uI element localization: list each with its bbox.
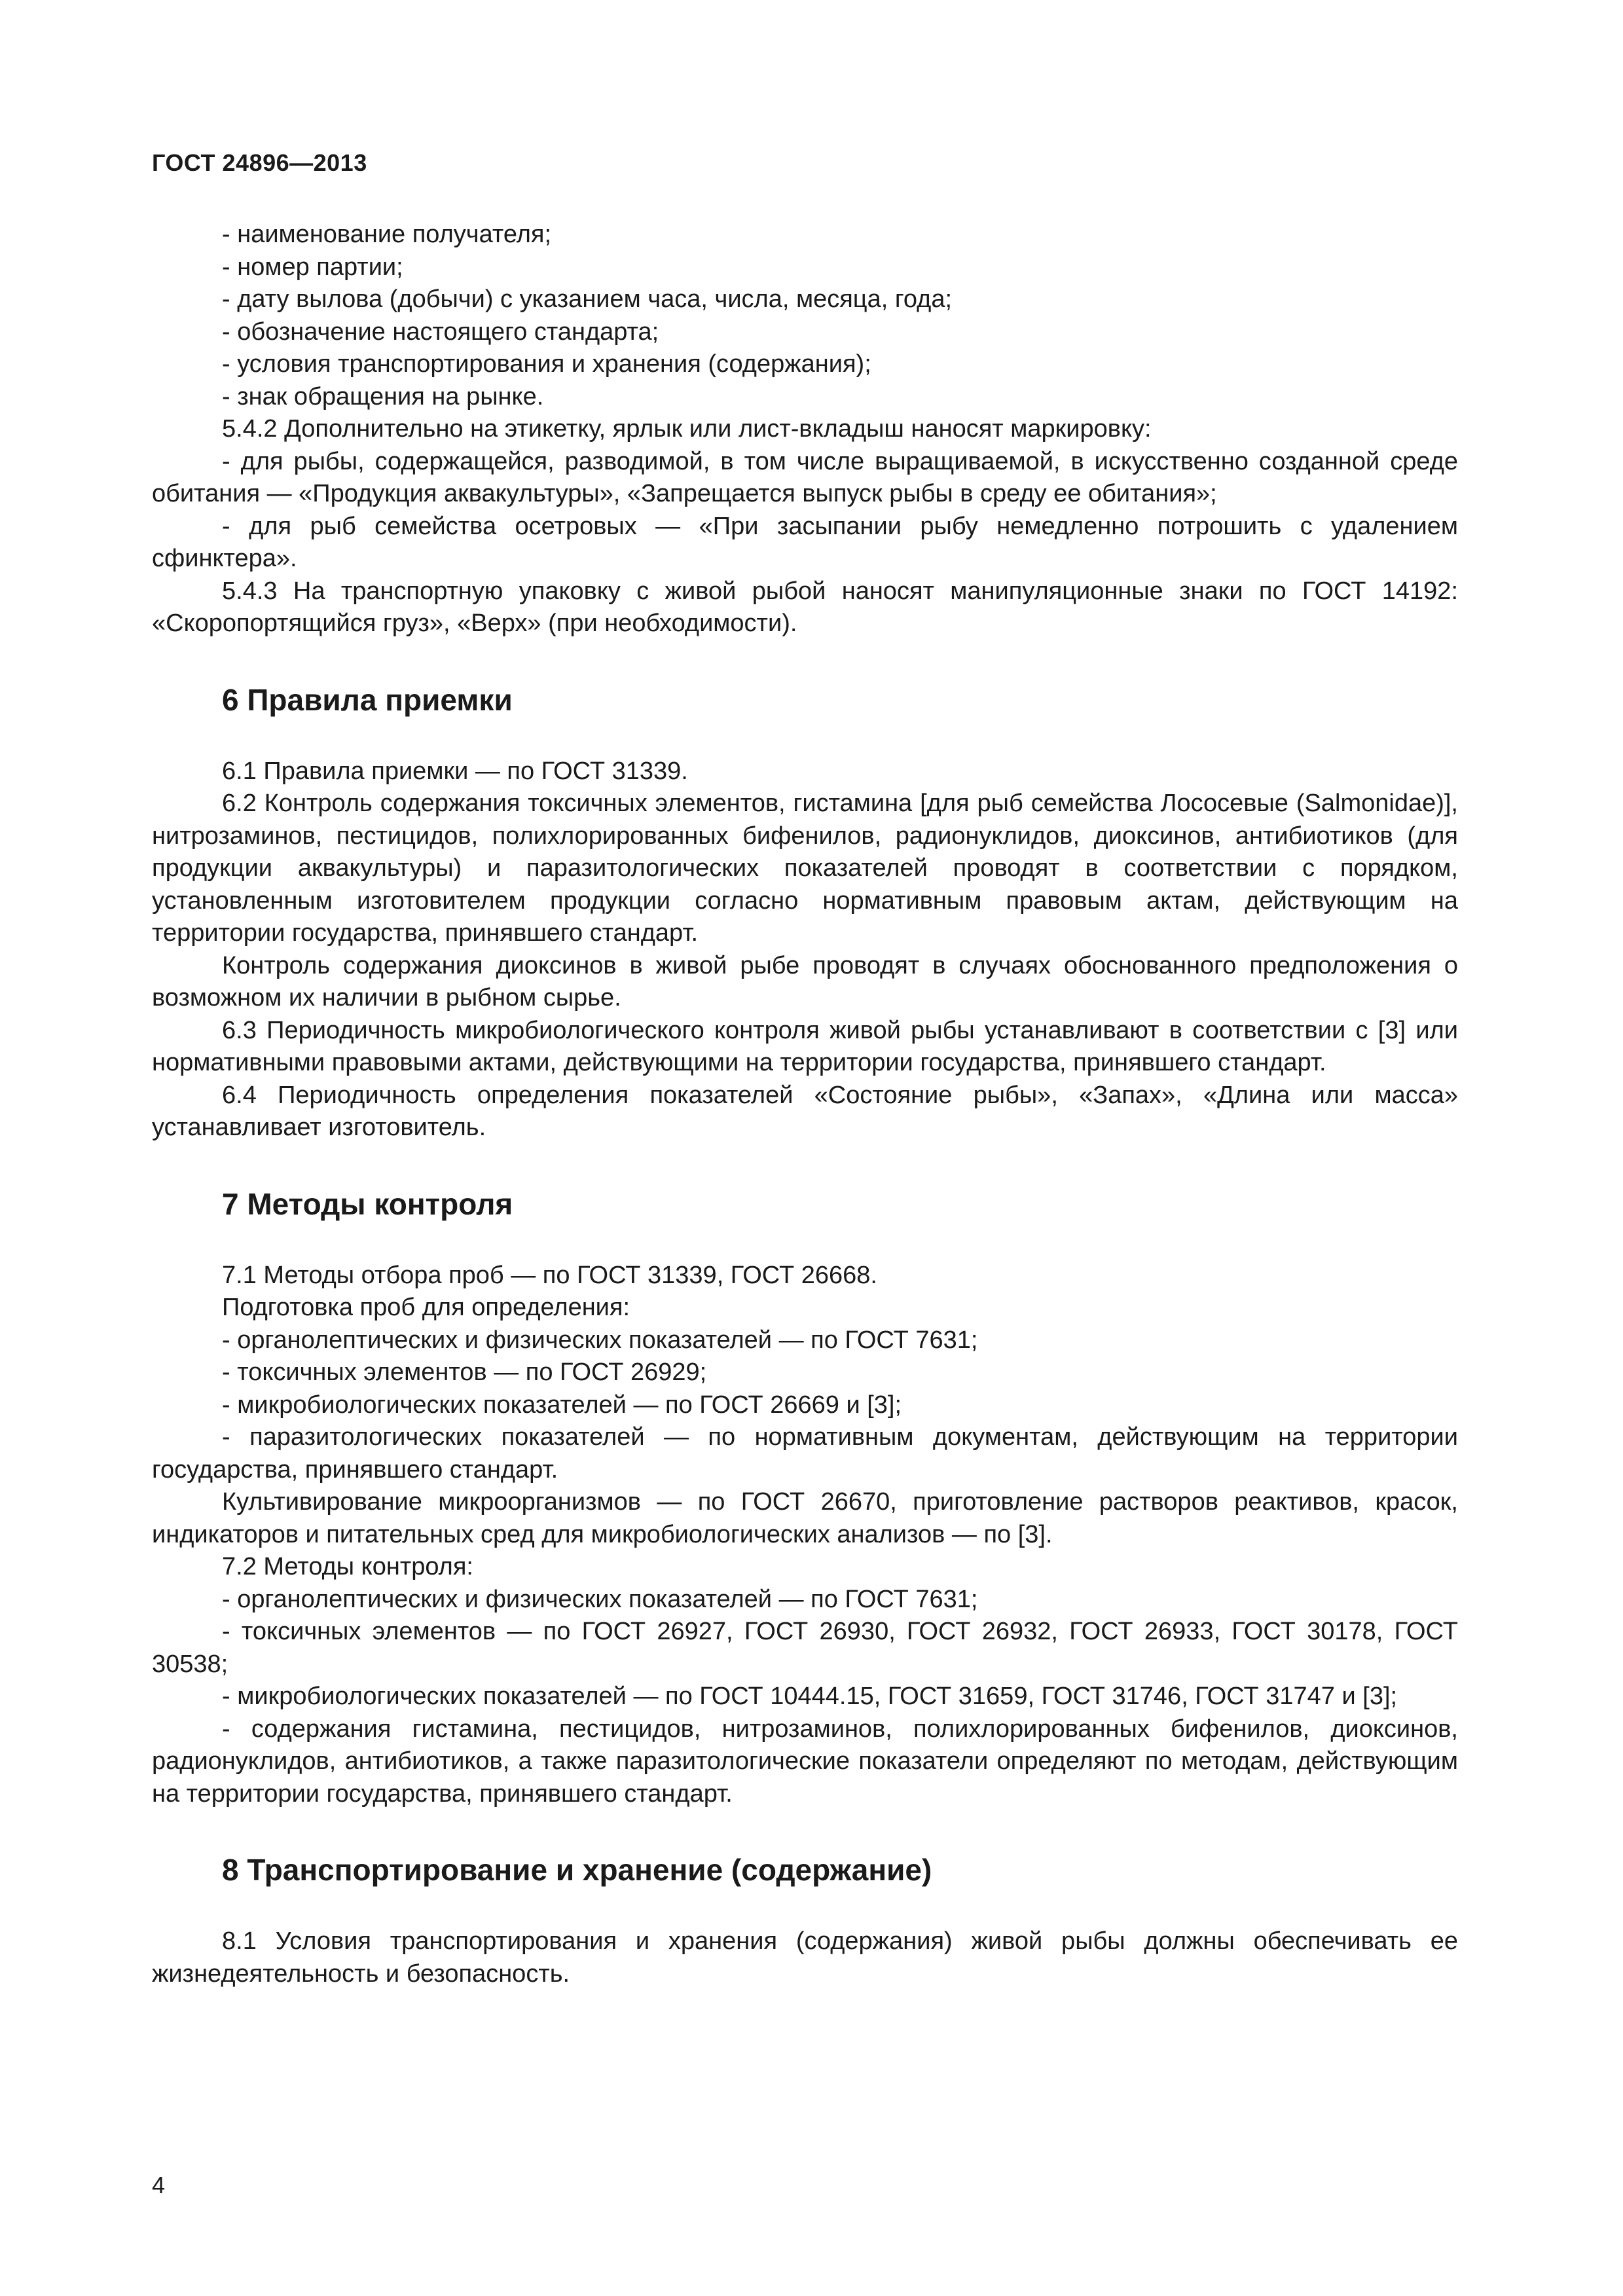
paragraph: - микробиологических показателей — по ГОСТ 10444.15, ГОСТ 31659, ГОСТ 31746, ГОСТ 31747 и [3];	[222, 1683, 1398, 1710]
paragraph: 6.4 Периодичность определения показателей «Состояние рыбы», «Запах», «Длина или масса» устанавливает изготовитель.	[152, 1081, 1458, 1141]
paragraph: - токсичных элементов — по ГОСТ 26929;	[222, 1358, 707, 1386]
paragraph: - органолептических и физических показателей — по ГОСТ 7631;	[222, 1326, 978, 1354]
paragraph: - условия транспортирования и хранения (содержания);	[222, 350, 871, 378]
paragraph: Культивирование микроорганизмов — по ГОСТ 26670, приготовление растворов реактивов, красок, индикаторов и питательных сред для микробиологических анализов — по [3].	[152, 1488, 1458, 1548]
section-control-methods	[152, 1186, 1458, 1811]
paragraph: - для рыб семейства осетровых — «При засыпании рыбу немедленно потрошить с удалением сфинктера».	[152, 512, 1458, 572]
paragraph: Контроль содержания диоксинов в живой рыбе проводят в случаях обоснованного предположения о возможном их наличии в рыбном сырье.	[152, 951, 1458, 1011]
section-heading: 8 Транспортирование и хранение (содержание)	[222, 1853, 932, 1887]
section-heading: 6 Правила приемки	[222, 682, 513, 717]
section-heading: 7 Методы контроля	[222, 1186, 513, 1221]
section-continuation	[152, 219, 1458, 640]
paragraph: - микробиологических показателей — по ГОСТ 26669 и [3];	[222, 1391, 902, 1419]
standard-code-header: ГОСТ 24896—2013	[152, 149, 367, 176]
paragraph: 5.4.2 Дополнительно на этикетку, ярлык или лист-вкладыш наносят маркировку:	[222, 415, 1152, 443]
page-number: 4	[152, 2172, 166, 2198]
paragraph: Подготовка проб для определения:	[222, 1294, 630, 1321]
paragraph: - для рыбы, содержащейся, разводимой, в том числе выращиваемой, в искусственно созданной среде обитания — «Продукция аквакультуры», «Запрещается выпуск рыбы в среду ее обитания»;	[152, 447, 1458, 507]
paragraph: - содержания гистамина, пестицидов, нитрозаминов, полихлорированных бифенилов, диоксинов, радионуклидов, антибиотиков, а также паразитологические показатели определяют по методам, действующим на территории государства, принявшего стандарт.	[152, 1715, 1458, 1808]
paragraph: - обозначение настоящего стандарта;	[222, 318, 659, 346]
paragraph: 5.4.3 На транспортную упаковку с живой рыбой наносят манипуляционные знаки по ГОСТ 14192: «Скоропортящийся груз», «Верх» (при необходимости).	[152, 577, 1458, 637]
paragraph: - номер партии;	[222, 253, 403, 281]
page-content	[152, 219, 1458, 1990]
section-acceptance-rules	[152, 682, 1458, 1144]
paragraph: - токсичных элементов — по ГОСТ 26927, ГОСТ 26930, ГОСТ 26932, ГОСТ 26933, ГОСТ 30178, ГОСТ 30538;	[152, 1618, 1458, 1678]
section-transport-storage	[152, 1851, 1458, 1990]
paragraph: 6.1 Правила приемки — по ГОСТ 31339.	[222, 757, 688, 785]
paragraph: - наименование получателя;	[222, 221, 552, 248]
paragraph: - паразитологических показателей — по нормативным документам, действующим на территории государства, принявшего стандарт.	[152, 1423, 1458, 1484]
paragraph: - дату вылова (добычи) с указанием часа, числа, месяца, года;	[222, 285, 953, 313]
paragraph: 7.1 Методы отбора проб — по ГОСТ 31339, ГОСТ 26668.	[222, 1261, 877, 1289]
paragraph: 8.1 Условия транспортирования и хранения (содержания) живой рыбы должны обеспечивать ее жизнедеятельность и безопасность.	[152, 1927, 1458, 1988]
paragraph: 6.3 Периодичность микробиологического контроля живой рыбы устанавливают в соответствии с [3] или нормативными правовыми актами, действующими на территории государства, принявшего стандарт.	[152, 1016, 1458, 1076]
paragraph: 6.2 Контроль содержания токсичных элементов, гистамина [для рыб семейства Лососевые (Salmonidae)], нитрозаминов, пестицидов, полихлорированных бифенилов, радионуклидов, диоксинов, антибиотиков (для продукции аквакультуры) и паразитологических показателей проводят в соответствии с порядком, установленным изготовителем продукции согласно нормативным правовым актам, действующим на территории государства, принявшего стандарт.	[152, 790, 1458, 947]
paragraph: - органолептических и физических показателей — по ГОСТ 7631;	[222, 1585, 978, 1613]
paragraph: 7.2 Методы контроля:	[222, 1553, 473, 1580]
paragraph: - знак обращения на рынке.	[222, 382, 544, 410]
